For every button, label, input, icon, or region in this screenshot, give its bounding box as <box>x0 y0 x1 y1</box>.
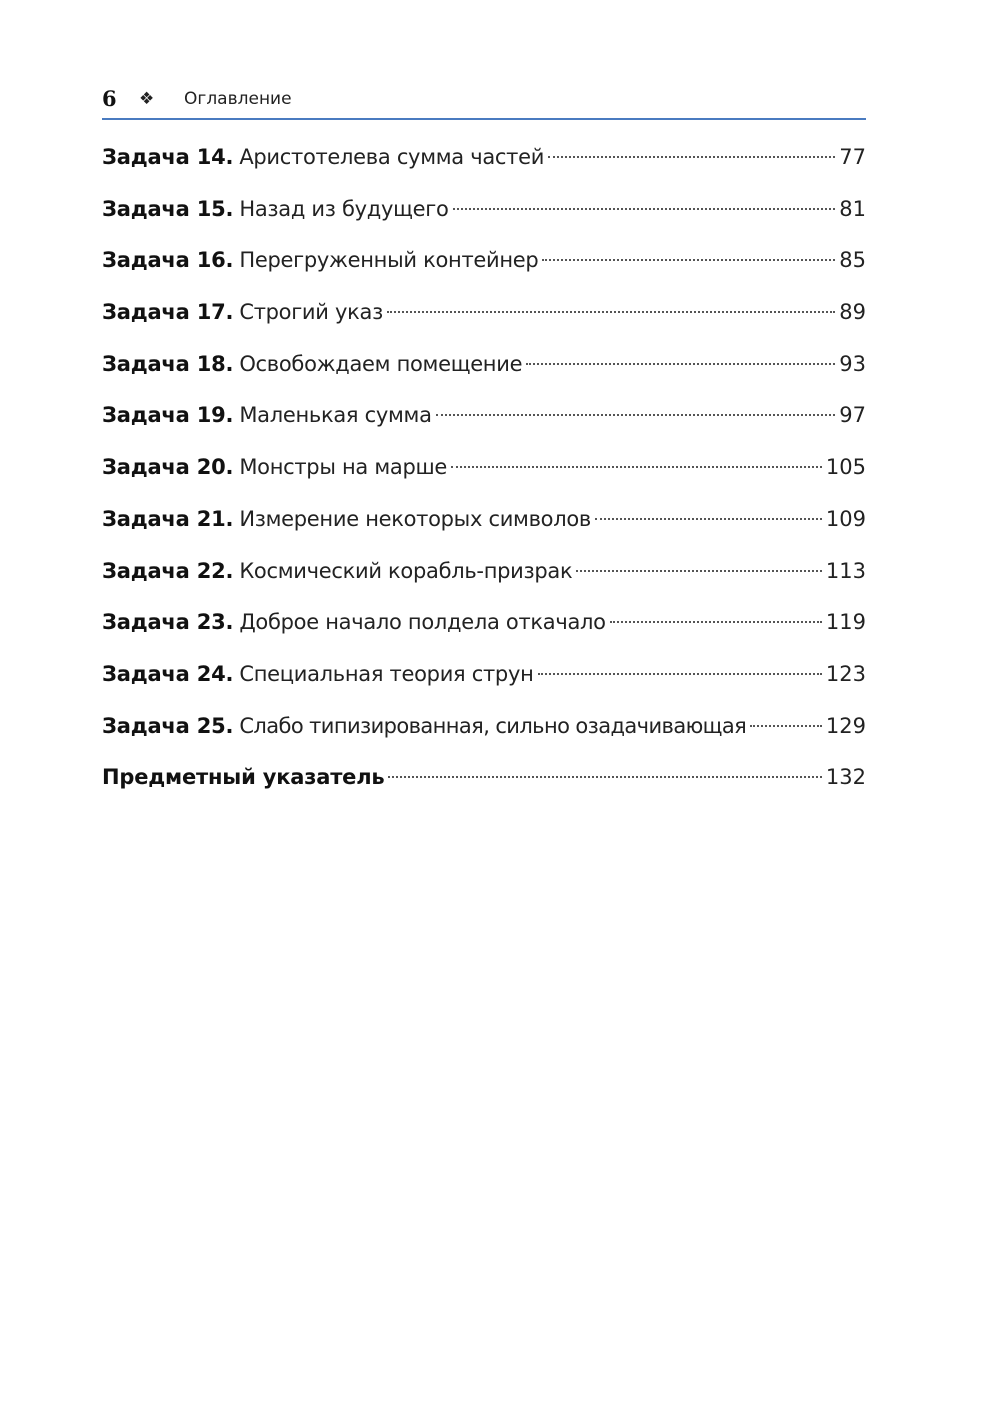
toc-entry-label: Предметный указатель <box>102 765 385 790</box>
toc-entry-label: Задача 20. <box>102 455 234 480</box>
toc-entry-page: 132 <box>825 765 866 790</box>
toc-entry-label: Задача 16. <box>102 248 234 273</box>
toc-entry-title: Измерение некоторых символов <box>239 506 591 531</box>
dot-leader <box>548 156 835 158</box>
dot-leader <box>750 725 822 727</box>
toc-entry-label: Задача 23. <box>102 610 234 635</box>
toc-entry-page: 93 <box>839 351 866 376</box>
toc-entry-page: 77 <box>839 145 866 169</box>
toc-entry-label: Задача 18. <box>102 351 234 376</box>
toc-entry-24[interactable] <box>102 652 866 704</box>
toc-entry-page: 109 <box>825 506 866 531</box>
toc-entry-page: 97 <box>839 403 866 428</box>
toc-entry-title: Маленькая сумма <box>239 403 432 428</box>
toc-entry-title: Аристотелева сумма частей <box>239 145 545 169</box>
toc-entry-page: 81 <box>839 196 866 221</box>
header-rule <box>102 118 866 120</box>
toc-entry-title: Специальная теория струн <box>239 661 534 686</box>
toc-entry-label: Задача 17. <box>102 300 234 325</box>
toc-entry-page: 113 <box>825 558 866 583</box>
toc-entry-label: Задача 19. <box>102 403 234 428</box>
dot-leader <box>526 363 835 365</box>
toc-entry-label: Задача 21. <box>102 506 234 531</box>
toc-entry-title: Освобождаем помещение <box>239 351 523 376</box>
dot-leader <box>453 208 836 210</box>
toc-entry-title: Слабо типизированная, сильно озадачивающая <box>239 713 747 738</box>
toc-entry-page: 89 <box>839 300 866 325</box>
toc-entry-title: Строгий указ <box>239 300 383 325</box>
toc-entry-title: Космический корабль-призрак <box>239 558 573 583</box>
toc-entry-19[interactable] <box>102 393 866 445</box>
dot-leader <box>388 776 821 778</box>
table-of-contents <box>102 135 866 807</box>
dot-leader <box>576 570 822 572</box>
dot-leader <box>436 414 836 416</box>
toc-entry-25[interactable] <box>102 704 866 756</box>
toc-entry-label: Задача 22. <box>102 558 234 583</box>
toc-entry-page: 123 <box>825 661 866 686</box>
running-head <box>102 84 866 114</box>
toc-entry-22[interactable] <box>102 549 866 601</box>
toc-entry-page: 119 <box>825 610 866 635</box>
toc-entry-21[interactable] <box>102 497 866 549</box>
dot-leader <box>387 311 835 313</box>
section-title: Оглавление <box>184 89 292 109</box>
toc-entry-title: Назад из будущего <box>239 196 449 221</box>
toc-entry-17[interactable] <box>102 290 866 342</box>
dot-leader <box>595 518 822 520</box>
toc-entry-18[interactable] <box>102 342 866 394</box>
toc-entry-20[interactable] <box>102 445 866 497</box>
toc-entry-15[interactable] <box>102 187 866 239</box>
toc-entry-23[interactable] <box>102 600 866 652</box>
toc-entry-label: Задача 24. <box>102 661 234 686</box>
toc-entry-page: 129 <box>825 713 866 738</box>
toc-entry-16[interactable] <box>102 238 866 290</box>
dot-leader <box>538 673 822 675</box>
dot-leader <box>451 466 822 468</box>
toc-entry-page: 105 <box>825 455 866 480</box>
toc-entry-title: Доброе начало полдела откачало <box>239 610 606 635</box>
toc-entry-label: Задача 14. <box>102 145 234 169</box>
toc-entry-title: Монстры на марше <box>239 455 448 480</box>
dot-leader <box>610 621 822 623</box>
toc-entry-subject-index[interactable] <box>102 755 866 807</box>
ornament-icon: ❖ <box>139 89 155 109</box>
toc-entry-label: Задача 25. <box>102 713 234 738</box>
toc-entry-label: Задача 15. <box>102 196 234 221</box>
page-number: 6 <box>102 86 117 111</box>
dot-leader <box>542 259 835 261</box>
toc-entry-title: Перегруженный контейнер <box>239 248 539 273</box>
toc-entry-page: 85 <box>839 248 866 273</box>
toc-entry-14[interactable] <box>102 135 866 187</box>
